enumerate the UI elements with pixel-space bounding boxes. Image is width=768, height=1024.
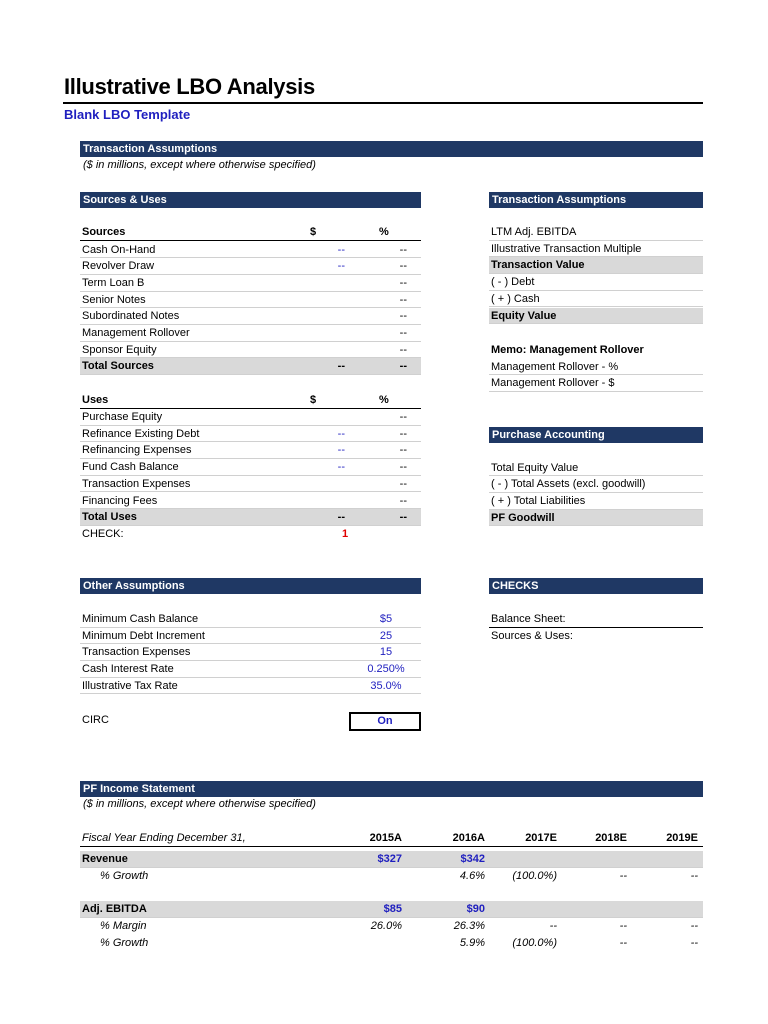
transaction-assumption-row [489, 308, 703, 325]
use-item-row [80, 409, 421, 426]
transaction-assumption-label: ( + ) Cash [491, 292, 540, 305]
transaction-assumption-label: LTM Adj. EBITDA [491, 226, 577, 238]
source-item-label: Revolver Draw [82, 260, 155, 273]
other-assumption-value: 0.250% [367, 663, 405, 676]
source-item-row [80, 325, 421, 342]
other-assumption-row [80, 678, 421, 695]
purchase-accounting-label: Total Equity Value [491, 461, 579, 474]
revenue-growth-row-value: -- [690, 869, 698, 882]
purchase-accounting-row [489, 460, 703, 477]
revenue-row-value: $327 [377, 853, 402, 865]
use-item-pct: -- [399, 477, 407, 490]
revenue-row [80, 851, 703, 868]
ebitda-row-value: $90 [466, 903, 485, 915]
other-assumption-row [80, 628, 421, 645]
fiscal-year-header-row [80, 830, 703, 847]
source-item-row [80, 242, 421, 259]
other-assumption-value: 25 [379, 629, 393, 642]
other-assumption-value: 15 [379, 646, 393, 659]
source-item-label: Term Loan B [82, 276, 145, 289]
uses-header-label: Uses [82, 394, 109, 406]
transaction-assumption-row [489, 274, 703, 291]
total-sources-label: Total Sources [82, 360, 154, 372]
other-assumption-value: $5 [379, 613, 393, 625]
purchase-accounting-row [489, 510, 703, 527]
source-item-pct: -- [399, 260, 407, 273]
use-item-row [80, 459, 421, 476]
check-item-label: Balance Sheet: [491, 613, 566, 625]
use-item-pct: -- [399, 427, 407, 440]
other-assumption-label: Minimum Cash Balance [82, 613, 199, 625]
purchase-accounting-row [489, 476, 703, 493]
source-item-row [80, 258, 421, 275]
check-item-row [489, 611, 703, 628]
purchase-accounting-label: ( + ) Total Liabilities [491, 494, 586, 507]
ebitda-margin-row-label: % Margin [100, 920, 147, 932]
purchase-accounting-row [489, 493, 703, 510]
transaction-assumption-label: Equity Value [491, 309, 557, 322]
transaction-assumption-label: ( - ) Debt [491, 276, 535, 289]
memo-item-label: Management Rollover - $ [491, 377, 615, 390]
use-item-pct: -- [399, 411, 407, 423]
total-sources-pct: -- [399, 360, 407, 372]
use-item-pct: -- [399, 461, 407, 474]
income-statement-note: ($ in millions, except where otherwise specified) [83, 798, 316, 810]
source-item-label: Subordinated Notes [82, 310, 180, 323]
use-item-pct: -- [399, 494, 407, 507]
ebitda-growth-row-value: -- [619, 936, 627, 949]
uses-header-pct: % [379, 394, 389, 406]
sources-header-row [80, 224, 421, 241]
other-assumption-label: Cash Interest Rate [82, 663, 174, 676]
source-item-label: Management Rollover [82, 327, 190, 339]
purchase-accounting-label: PF Goodwill [491, 511, 555, 524]
revenue-growth-row-value: 4.6% [459, 869, 485, 882]
check-item-label: Sources & Uses: [491, 629, 573, 642]
units-note: ($ in millions, except where otherwise specified) [83, 159, 316, 171]
other-assumption-label: Minimum Debt Increment [82, 629, 205, 642]
year-header: 2015A [369, 832, 402, 844]
income-statement-band: PF Income Statement [80, 781, 703, 797]
uses-header-row [80, 392, 421, 409]
use-item-label: Refinance Existing Debt [82, 427, 200, 440]
revenue-growth-row-value: -- [619, 869, 627, 882]
checks-band: CHECKS [489, 578, 703, 594]
transaction-assumption-row [489, 257, 703, 274]
source-item-row [80, 292, 421, 309]
memo-title [489, 342, 703, 359]
ebitda-growth-row-label: % Growth [100, 936, 149, 949]
revenue-row-label: Revenue [82, 853, 128, 865]
ebitda-margin-row-value: -- [619, 920, 627, 932]
use-item-label: Refinancing Expenses [82, 444, 192, 457]
other-assumption-row [80, 661, 421, 678]
total-sources-dollar: -- [337, 360, 345, 372]
use-item-row [80, 476, 421, 493]
uses-header-dollar: $ [310, 394, 317, 406]
other-assumptions-band: Other Assumptions [80, 578, 421, 594]
memo-item-row [489, 359, 703, 376]
memo-title-text: Memo: Management Rollover [491, 344, 644, 356]
use-item-row [80, 493, 421, 510]
sources-uses-band: Sources & Uses [80, 192, 421, 208]
use-item-dollar: -- [337, 444, 345, 457]
ebitda-margin-row-value: -- [690, 920, 698, 932]
page-subtitle: Blank LBO Template [64, 107, 191, 122]
sources-header-label: Sources [82, 226, 126, 238]
total-sources-row [80, 358, 421, 375]
use-item-dollar: -- [337, 427, 345, 440]
transaction-assumptions-header-band: Transaction Assumptions [80, 141, 703, 157]
circ-row [80, 712, 280, 729]
transaction-assumption-row [489, 224, 703, 241]
use-item-dollar: -- [337, 461, 345, 474]
ebitda-margin-row-value: -- [549, 920, 557, 932]
transaction-assumption-row [489, 291, 703, 308]
source-item-label: Senior Notes [82, 293, 146, 306]
ebitda-growth-row-value: -- [690, 936, 698, 949]
sources-header-pct: % [379, 226, 389, 238]
year-header: 2016A [452, 832, 485, 844]
check-label: CHECK: [82, 528, 124, 540]
revenue-growth-row-value: (100.0%) [512, 869, 557, 882]
fiscal-year-label: Fiscal Year Ending December 31, [82, 832, 246, 844]
other-assumption-row [80, 644, 421, 661]
use-item-label: Fund Cash Balance [82, 461, 179, 474]
total-uses-row [80, 509, 421, 526]
ebitda-row-label: Adj. EBITDA [82, 903, 147, 915]
use-item-pct: -- [399, 444, 407, 457]
ebitda-growth-row-value: (100.0%) [512, 936, 557, 949]
transaction-assumption-label: Transaction Value [491, 259, 585, 272]
source-item-dollar: -- [337, 243, 345, 256]
source-item-pct: -- [399, 293, 407, 306]
memo-item-label: Management Rollover - % [491, 360, 619, 373]
other-assumption-value: 35.0% [370, 679, 402, 692]
sources-header-dollar: $ [310, 226, 317, 238]
revenue-growth-row-label: % Growth [100, 869, 149, 882]
title-divider [63, 102, 703, 104]
source-item-pct: -- [399, 310, 407, 323]
check-row [80, 526, 421, 543]
source-item-label: Sponsor Equity [82, 343, 157, 356]
source-item-row [80, 275, 421, 292]
transaction-assumption-label: Illustrative Transaction Multiple [491, 242, 642, 255]
transaction-assumption-row [489, 241, 703, 258]
check-value: 1 [342, 528, 349, 540]
source-item-row [80, 342, 421, 359]
source-item-pct: -- [399, 243, 407, 256]
total-uses-label: Total Uses [82, 511, 137, 523]
use-item-row [80, 442, 421, 459]
ebitda-margin-row-value: 26.3% [453, 920, 485, 932]
use-item-label: Financing Fees [82, 494, 158, 507]
ebitda-margin-row [80, 918, 703, 935]
memo-item-row [489, 375, 703, 392]
other-assumption-row [80, 611, 421, 628]
year-header: 2019E [666, 832, 698, 844]
source-item-pct: -- [399, 276, 407, 289]
use-item-row [80, 426, 421, 443]
check-item-row [489, 628, 703, 645]
circ-label: CIRC [82, 714, 109, 726]
use-item-label: Transaction Expenses [82, 477, 191, 490]
total-uses-dollar: -- [337, 511, 345, 523]
ebitda-growth-row-value: 5.9% [459, 936, 485, 949]
source-item-row [80, 308, 421, 325]
year-header: 2018E [595, 832, 627, 844]
other-assumption-label: Transaction Expenses [82, 646, 191, 659]
revenue-growth-row [80, 868, 703, 885]
year-header: 2017E [525, 832, 557, 844]
source-item-dollar: -- [337, 260, 345, 273]
other-assumption-label: Illustrative Tax Rate [82, 679, 178, 692]
ebitda-row [80, 901, 703, 918]
source-item-pct: -- [399, 327, 407, 339]
ebitda-row-value: $85 [383, 903, 402, 915]
page-title: Illustrative LBO Analysis [64, 74, 315, 99]
ebitda-growth-row [80, 935, 703, 952]
ebitda-margin-row-value: 26.0% [370, 920, 402, 932]
use-item-label: Purchase Equity [82, 411, 163, 423]
revenue-row-value: $342 [460, 853, 485, 865]
purchase-accounting-band: Purchase Accounting [489, 427, 703, 443]
source-item-label: Cash On-Hand [82, 243, 156, 256]
total-uses-pct: -- [399, 511, 407, 523]
circ-toggle[interactable]: On [349, 712, 421, 731]
source-item-pct: -- [399, 343, 407, 356]
purchase-accounting-label: ( - ) Total Assets (excl. goodwill) [491, 478, 646, 491]
right-transaction-assumptions-band: Transaction Assumptions [489, 192, 703, 208]
